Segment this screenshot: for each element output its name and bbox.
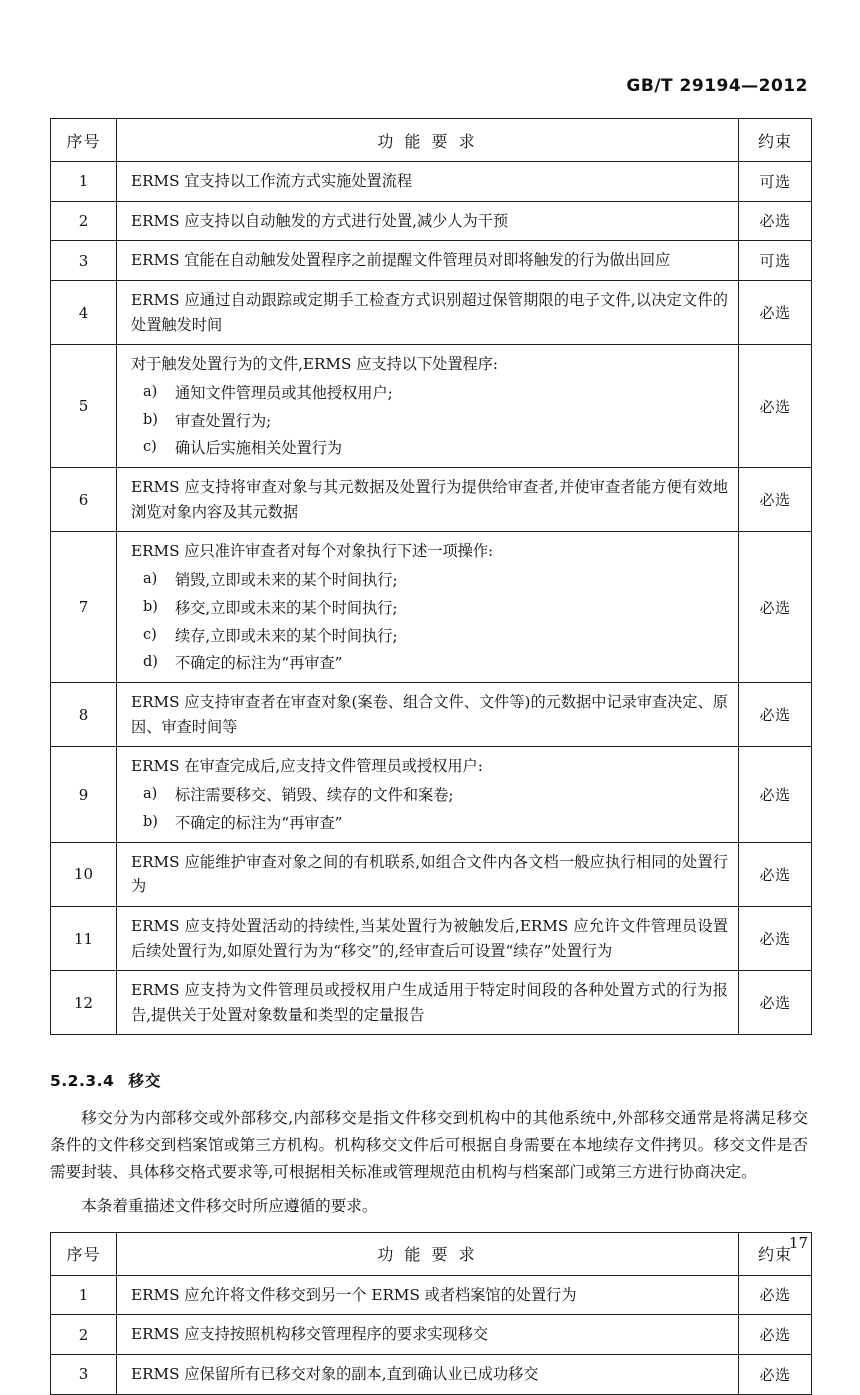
sublist-marker: a) (143, 383, 158, 400)
sublist-item (131, 382, 728, 405)
table-row (51, 280, 812, 344)
cell-requirement (117, 162, 739, 202)
requirement-text: ERMS 应支持为文件管理员或授权用户生成适用于特定时间段的各种处置方式的行为报告,提供关于处置对象数量和类型的定量报告 (131, 981, 728, 1024)
cell-row-number: 1 (51, 162, 117, 202)
section-paragraph-2: 本条着重描述文件移交时所应遵循的要求。 (81, 1196, 378, 1215)
requirement-content (117, 202, 738, 241)
cell-constraint: 必选 (739, 683, 812, 747)
requirement-text: ERMS 应支持处置活动的持续性,当某处置行为被触发后,ERMS 应允许文件管理员设置后续处置行为,如原处置行为为“移交”的,经审查后可设置“续存”处置行为 (131, 916, 728, 960)
column-header-requirement-label: 功 能 要 求 (377, 1245, 478, 1265)
sublist-item (131, 597, 728, 620)
standard-code-header: GB/T 29194—2012 (626, 76, 808, 96)
cell-requirement (117, 1275, 739, 1315)
table-row (51, 162, 812, 202)
cell-constraint: 必选 (739, 842, 812, 906)
table-row (51, 906, 812, 970)
requirement-content (117, 971, 738, 1034)
table-row (51, 842, 812, 906)
table-head (51, 119, 812, 162)
cell-requirement (117, 842, 739, 906)
cell-requirement (117, 906, 739, 970)
sublist-text: 销毁,立即或未来的某个时间执行; (175, 571, 398, 590)
column-header-no: 序号 (51, 119, 117, 162)
transfer-requirements-table (50, 1232, 812, 1395)
column-header-requirement (117, 119, 739, 162)
sublist-item (131, 437, 728, 460)
sublist-marker: b) (143, 411, 158, 428)
table-row (51, 201, 812, 241)
cell-constraint: 必选 (739, 201, 812, 241)
cell-requirement (117, 241, 739, 281)
cell-constraint: 必选 (739, 280, 812, 344)
sublist-item (131, 410, 728, 433)
requirement-text: ERMS 应允许将文件移交到另一个 ERMS 或者档案馆的处置行为 (131, 1285, 577, 1304)
cell-requirement (117, 345, 739, 468)
cell-requirement (117, 201, 739, 241)
requirement-content (117, 1355, 738, 1394)
cell-constraint: 必选 (739, 1315, 812, 1355)
requirement-text: ERMS 应能维护审查对象之间的有机联系,如组合文件内各文档一般应执行相同的处置行为 (131, 852, 728, 896)
section-title: 移交 (128, 1072, 162, 1091)
table-row (51, 1354, 812, 1394)
requirement-sublist (131, 784, 728, 835)
cell-requirement (117, 1354, 739, 1394)
table-row (51, 1315, 812, 1355)
sublist-marker: a) (143, 786, 158, 803)
cell-constraint: 必选 (739, 468, 812, 532)
cell-row-number: 8 (51, 683, 117, 747)
cell-row-number: 12 (51, 971, 117, 1035)
requirement-content (117, 281, 738, 344)
requirement-content (117, 747, 738, 841)
section-number: 5.2.3.4 (50, 1072, 115, 1091)
disposal-requirements-table (50, 118, 812, 1035)
requirement-text: ERMS 应通过自动跟踪或定期手工检查方式识别超过保管期限的电子文件,以决定文件的处置触发时间 (131, 290, 728, 334)
cell-constraint: 必选 (739, 971, 812, 1035)
column-header-constraint: 约束 (739, 1232, 812, 1275)
sublist-item (131, 625, 728, 648)
cell-row-number: 4 (51, 280, 117, 344)
page-number: 17 (788, 1234, 808, 1252)
requirement-text: ERMS 应支持按照机构移交管理程序的要求实现移交 (131, 1325, 489, 1344)
requirement-text: ERMS 应支持审查者在审查对象(案卷、组合文件、文件等)的元数据中记录审查决定、原因、审查时间等 (131, 693, 728, 736)
cell-constraint: 必选 (739, 747, 812, 842)
cell-constraint: 必选 (739, 1354, 812, 1394)
requirement-text: ERMS 在审查完成后,应支持文件管理员或授权用户: (131, 757, 483, 776)
sublist-marker: a) (143, 571, 158, 588)
requirement-text: ERMS 应只准许审查者对每个对象执行下述一项操作: (131, 542, 494, 561)
column-header-requirement-label: 功 能 要 求 (377, 131, 478, 151)
page-content (50, 118, 808, 1395)
cell-constraint: 可选 (739, 162, 812, 202)
cell-row-number: 9 (51, 747, 117, 842)
requirement-content (117, 843, 738, 906)
table-row (51, 532, 812, 683)
cell-row-number: 3 (51, 241, 117, 281)
requirement-text: ERMS 宜能在自动触发处置程序之前提醒文件管理员对即将触发的行为做出回应 (131, 251, 671, 270)
requirement-content (117, 683, 738, 746)
column-header-requirement (117, 1232, 739, 1275)
requirement-text: ERMS 应支持以自动触发的方式进行处置,减少人为干预 (131, 211, 509, 230)
sublist-marker: b) (143, 598, 158, 615)
sublist-marker: d) (143, 654, 158, 671)
table-row (51, 241, 812, 281)
requirement-content (117, 1315, 738, 1354)
table-row (51, 468, 812, 532)
requirement-content (117, 532, 738, 682)
requirement-text: 对于触发处置行为的文件,ERMS 应支持以下处置程序: (131, 355, 498, 374)
requirement-content (117, 1276, 738, 1315)
table-header-row (51, 119, 812, 162)
cell-row-number: 2 (51, 201, 117, 241)
sublist-text: 标注需要移交、销毁、续存的文件和案卷; (175, 786, 454, 805)
column-header-no: 序号 (51, 1232, 117, 1275)
sublist-text: 不确定的标注为“再审查” (175, 654, 343, 673)
cell-row-number: 3 (51, 1354, 117, 1394)
table-row (51, 971, 812, 1035)
sublist-marker: c) (143, 439, 157, 456)
requirement-text: ERMS 应保留所有已移交对象的副本,直到确认业已成功移交 (131, 1364, 539, 1383)
sublist-marker: c) (143, 626, 157, 643)
cell-requirement (117, 280, 739, 344)
table-head (51, 1232, 812, 1275)
table-row (51, 747, 812, 842)
requirement-sublist (131, 569, 728, 675)
table-row (51, 1275, 812, 1315)
sublist-marker: b) (143, 813, 158, 830)
table-header-row (51, 1232, 812, 1275)
sublist-item (131, 652, 728, 675)
cell-requirement (117, 1315, 739, 1355)
sublist-text: 确认后实施相关处置行为 (175, 439, 343, 458)
cell-constraint: 必选 (739, 1275, 812, 1315)
cell-row-number: 7 (51, 532, 117, 683)
table-body (51, 162, 812, 1035)
table-body (51, 1275, 812, 1394)
cell-row-number: 10 (51, 842, 117, 906)
cell-requirement (117, 747, 739, 842)
requirement-text: ERMS 应支持将审查对象与其元数据及处置行为提供给审查者,并使审查者能方便有效地浏览对象内容及其元数据 (131, 478, 728, 521)
sublist-text: 不确定的标注为“再审查” (175, 813, 343, 832)
cell-constraint: 可选 (739, 241, 812, 281)
cell-requirement (117, 971, 739, 1035)
cell-constraint: 必选 (739, 532, 812, 683)
cell-row-number: 2 (51, 1315, 117, 1355)
section-paragraph-1: 移交分为内部移交或外部移交,内部移交是指文件移交到机构中的其他系统中,外部移交通常是将满足移交条件的文件移交到档案馆或第三方机构。机构移交文件后可根据自身需要在本地续存文件拷贝。移交文件是否需要封装、具体移交格式要求等,可根据相关标准或管理规范由机构与档案部门或第三方进行协商决定。 (50, 1109, 808, 1182)
table-row (51, 683, 812, 747)
table-spacer (50, 1220, 808, 1232)
cell-row-number: 11 (51, 906, 117, 970)
requirement-content (117, 345, 738, 467)
cell-requirement (117, 468, 739, 532)
column-header-constraint: 约束 (739, 119, 812, 162)
requirement-sublist (131, 382, 728, 460)
requirement-content (117, 241, 738, 280)
sublist-text: 通知文件管理员或其他授权用户; (175, 383, 393, 402)
sublist-text: 审查处置行为; (175, 411, 272, 430)
sublist-text: 移交,立即或未来的某个时间执行; (175, 598, 398, 617)
sublist-item (131, 569, 728, 592)
table-row (51, 345, 812, 468)
cell-constraint: 必选 (739, 345, 812, 468)
cell-requirement (117, 532, 739, 683)
cell-requirement (117, 683, 739, 747)
section-heading (50, 1069, 808, 1091)
cell-constraint: 必选 (739, 906, 812, 970)
requirement-content (117, 162, 738, 201)
cell-row-number: 5 (51, 345, 117, 468)
requirement-content (117, 468, 738, 531)
requirement-text: ERMS 宜支持以工作流方式实施处置流程 (131, 172, 413, 190)
sublist-item (131, 784, 728, 807)
cell-row-number: 6 (51, 468, 117, 532)
sublist-item (131, 812, 728, 835)
cell-row-number: 1 (51, 1275, 117, 1315)
requirement-content (117, 907, 738, 970)
sublist-text: 续存,立即或未来的某个时间执行; (175, 626, 398, 645)
